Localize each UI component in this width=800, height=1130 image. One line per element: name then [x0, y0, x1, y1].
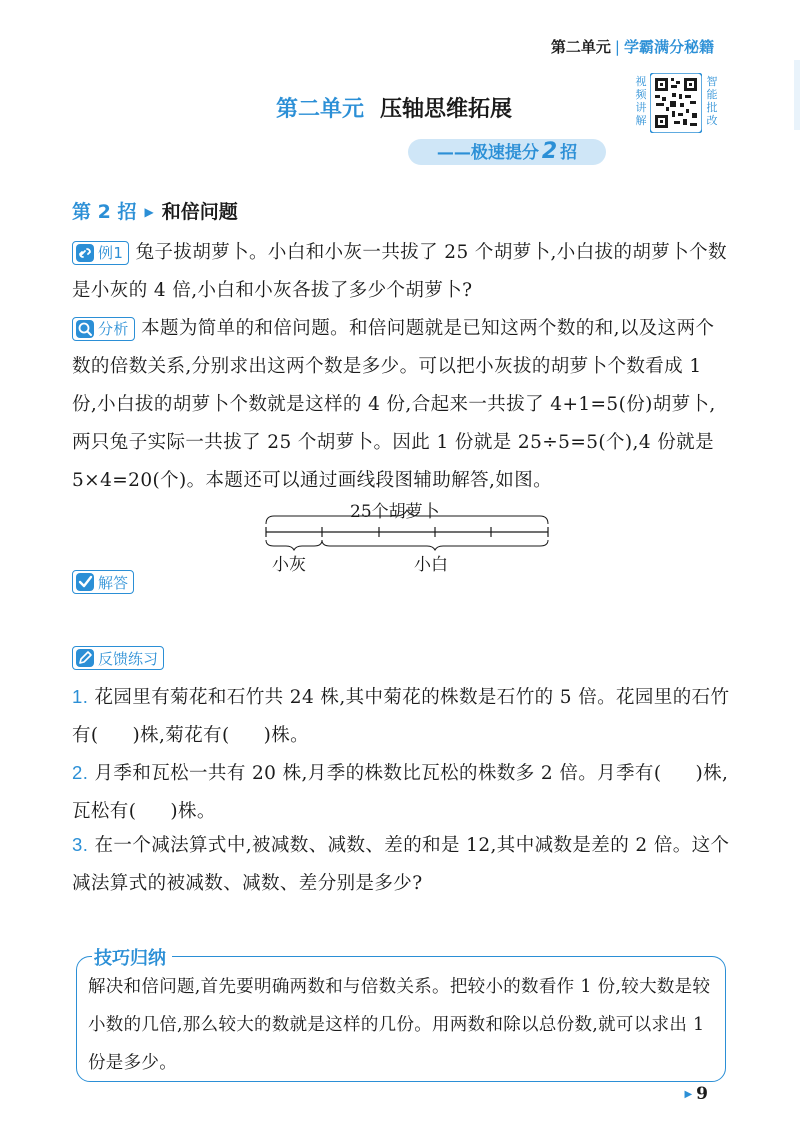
- answer-tag: [72, 570, 134, 594]
- question-3: [72, 826, 730, 903]
- magnifier-icon: [75, 319, 95, 339]
- question-text: )株,菊花有(: [132, 725, 230, 746]
- practice-tag: [72, 646, 164, 670]
- qr-grading-label: 智能批改: [706, 75, 718, 127]
- subtitle-suffix: 招: [560, 143, 578, 163]
- unit-label: 第二单元: [550, 38, 611, 56]
- example-tag: [72, 241, 129, 265]
- edge-tab: [794, 60, 800, 130]
- practice-tag-label: 反馈练习: [98, 649, 159, 668]
- page-title-name: 压轴思维拓展: [380, 97, 513, 122]
- page-number-value: 9: [696, 1084, 708, 1104]
- question-text: )株,瓦松有(: [72, 763, 729, 822]
- diagram-left-brace: [266, 540, 322, 550]
- example-tag-label: 例1: [98, 244, 124, 262]
- caret-right-icon: ▶: [684, 1089, 693, 1100]
- analysis-block: [72, 310, 730, 500]
- caret-right-icon: ▶: [144, 205, 154, 219]
- header-separator: |: [614, 38, 620, 56]
- question-text: )株。: [263, 725, 310, 746]
- practice-block: [72, 646, 164, 670]
- question-number: 3.: [72, 834, 89, 855]
- analysis-tag-label: 分析: [98, 320, 129, 338]
- section-name: 和倍问题: [161, 201, 238, 223]
- question-text: 花园里有菊花和石竹共 24 株,其中菊花的株数是石竹的 5 倍。花园里的石竹有(: [72, 687, 730, 746]
- diagram-right-brace: [322, 540, 548, 550]
- section-number: 第 2 招: [72, 201, 137, 223]
- example-block: [72, 234, 730, 310]
- example-text: 兔子拔胡萝卜。小白和小灰一共拔了 25 个胡萝卜,小白拔的胡萝卜个数是小灰的 4 倍,小白和小灰各拔了多少个胡萝卜?: [72, 242, 727, 301]
- question-number: 1.: [72, 686, 89, 707]
- question-number: 2.: [72, 762, 89, 783]
- subtitle-number: 2: [541, 139, 558, 164]
- summary-title: 技巧归纳: [92, 944, 172, 970]
- diagram-left-label: 小灰: [272, 555, 306, 575]
- page-title: [276, 92, 512, 123]
- page-title-unit: 第二单元: [276, 97, 365, 122]
- analysis-text: 本题为简单的和倍问题。和倍问题就是已知这两个数的和,以及这两个数的倍数关系,分别求出这两个数是多少。可以把小灰拔的胡萝卜个数看成 1 份,小白拔的胡萝卜个数就是这样的 4 份,合起来一共拔了 4+1=5(份)胡萝卜,两只兔子实际一共拔了 25 个胡萝卜。因此 1 份就是 25÷5=5(个),4 份就是 5×4=20(个)。本题还可以通过画线段图辅助解答,如图。: [72, 318, 716, 491]
- question-text: 月季和瓦松一共有 20 株,月季的株数比瓦松的株数多 2 倍。月季有(: [94, 763, 662, 784]
- diagram-total-brace: [266, 510, 548, 524]
- question-1: [72, 678, 730, 755]
- qr-code-icon[interactable]: [650, 73, 702, 133]
- answer-block: [72, 570, 134, 594]
- running-header: [551, 36, 714, 57]
- checkmark-icon: [75, 572, 95, 592]
- summary-text: 解决和倍问题,首先要明确两数和与倍数关系。把较小的数看作 1 份,较大数是较小数的几倍,那么较大的数就是这样的几份。用两数和除以总份数,就可以求出 1 份是多少。: [88, 977, 711, 1073]
- link-icon: [75, 243, 95, 263]
- page-number: [684, 1084, 708, 1104]
- analysis-tag: [72, 317, 135, 341]
- pencil-icon: [75, 648, 95, 668]
- question-2: [72, 754, 730, 831]
- diagram-right-label: 小白: [414, 555, 448, 575]
- brand-label: 学霸满分秘籍: [623, 38, 714, 56]
- question-text: 在一个减法算式中,被减数、减数、差的和是 12,其中减数是差的 2 倍。这个减法算式的被减数、减数、差分别是多少?: [72, 835, 730, 894]
- diagram-total-label: 25个胡萝卜: [350, 502, 440, 522]
- section-heading: [72, 197, 238, 224]
- answer-tag-label: 解答: [98, 573, 129, 592]
- subtitle-pill: [408, 139, 606, 165]
- question-text: )株。: [170, 801, 216, 822]
- qr-video-label: 视频讲解: [635, 75, 647, 127]
- subtitle-prefix: ——极速提分: [436, 143, 539, 163]
